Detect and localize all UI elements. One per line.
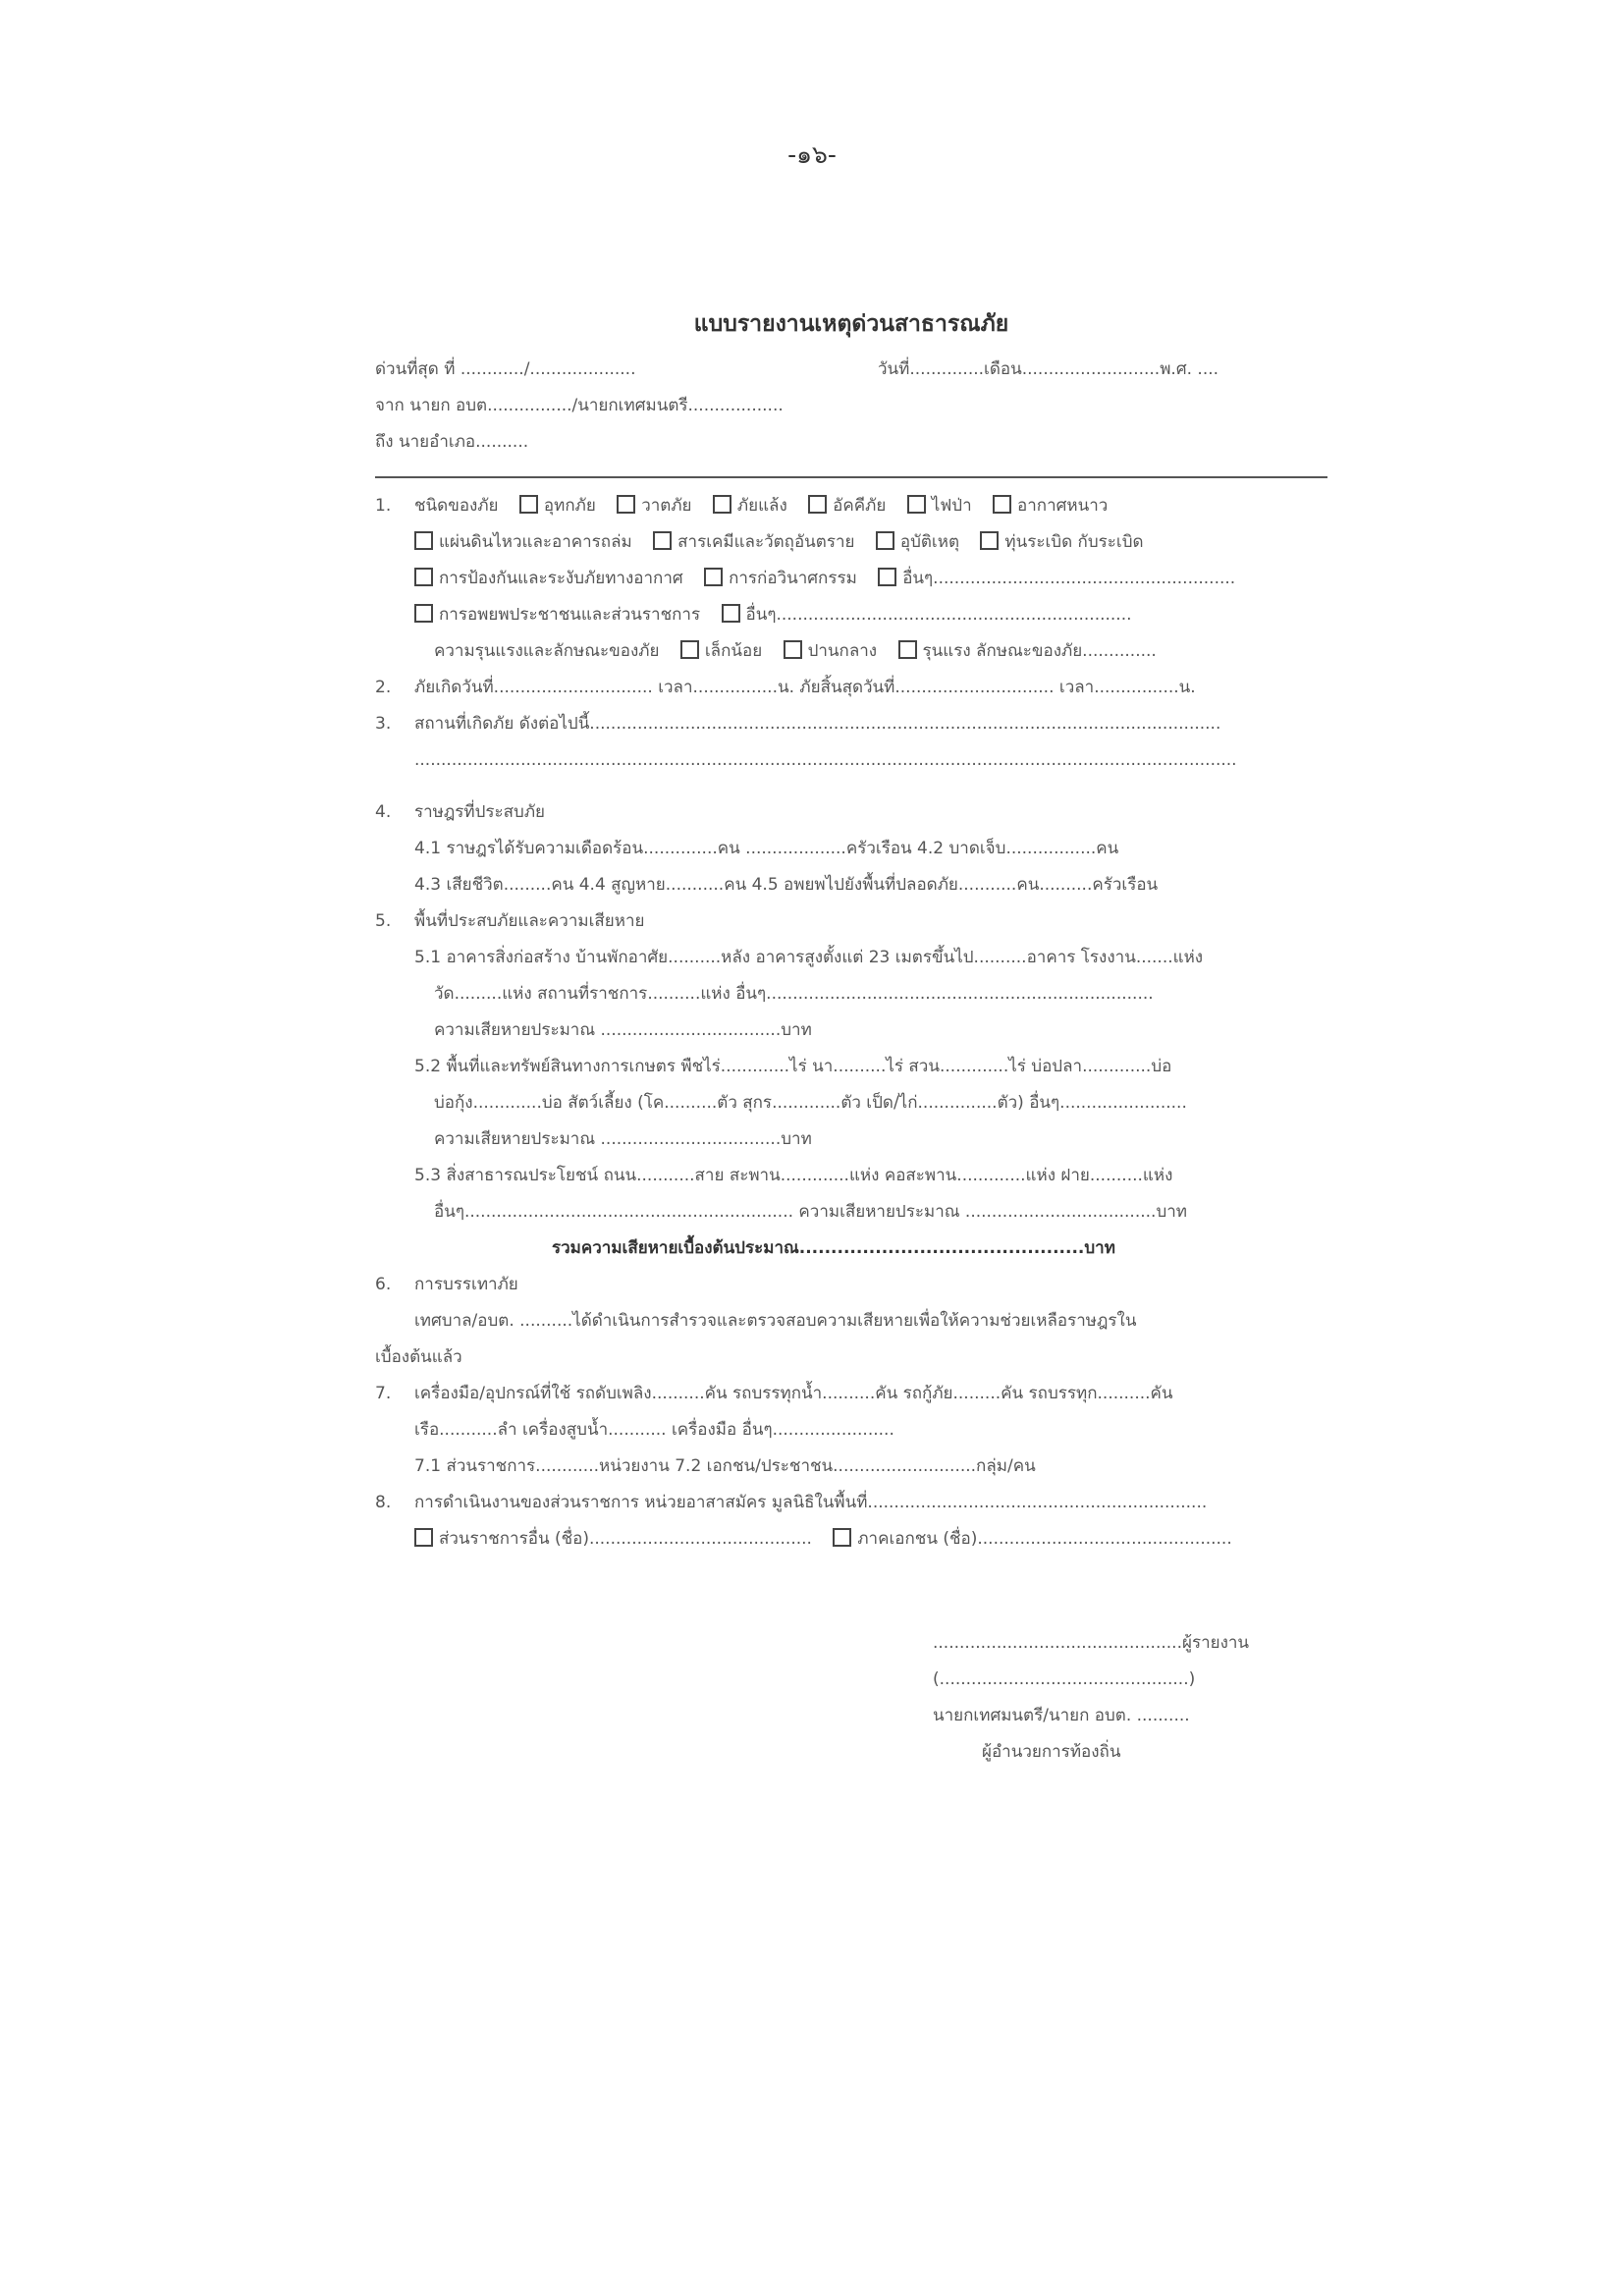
checkbox-drought[interactable]: ภัยแล้ง (713, 488, 787, 524)
checkbox-chemical[interactable]: สารเคมีและวัตถุอันตราย (653, 524, 854, 561)
checkbox-other-2[interactable]: อื่นๆ................................................................... (722, 597, 1132, 633)
section-8: 8. การดำเนินงานของส่วนราชการ หน่วยอาสาสมัคร มูลนิธิในพื้นที่................................................................ (375, 1485, 1327, 1521)
section-5-line-3 (375, 1012, 1327, 1049)
section-5-line-6 (375, 1121, 1327, 1158)
header-row-from (375, 388, 1327, 424)
checkbox-forest-fire[interactable]: ไฟป่า (907, 488, 972, 524)
checkbox-icon[interactable] (907, 495, 926, 514)
checkbox-severe[interactable]: รุนแรง ลักษณะของภัย.............. (898, 633, 1157, 670)
form-title: แบบรายงานเหตุด่วนสาธารณภัย (693, 311, 1009, 337)
total-damage-field[interactable]: รวมความเสียหายเบื้องต้นประมาณ.............................................บาท (552, 1238, 1115, 1258)
affected-line-2[interactable]: 4.3 เสียชีวิต.........คน 4.4 สูญหาย...........คน 4.5 อพยพไปยังพื้นที่ปลอดภัย...........คน..........ครัวเรือน (414, 875, 1159, 895)
checkbox-icon[interactable] (784, 640, 802, 659)
checkbox-icon[interactable] (833, 1528, 851, 1547)
reporter-name[interactable]: (...............................................) (933, 1669, 1196, 1689)
checkbox-moderate[interactable]: ปานกลาง (784, 633, 878, 670)
checkbox-flood[interactable]: อุทกภัย (519, 488, 596, 524)
checkbox-icon[interactable] (414, 568, 433, 586)
checkbox-icon[interactable] (876, 531, 894, 550)
checkbox-earthquake[interactable]: แผ่นดินไหวและอาคารถล่ม (414, 524, 632, 561)
section-4-line-1 (375, 831, 1327, 867)
section-3-cont (375, 742, 1327, 779)
relief-line-cont: เบื้องต้นแล้ว (375, 1347, 462, 1367)
checkbox-evacuation[interactable]: การอพยพประชาชนและส่วนราชการ (414, 597, 700, 633)
section-7-line-2 (375, 1412, 1327, 1449)
section-7-line-3 (375, 1449, 1327, 1485)
section-5-line-7 (375, 1158, 1327, 1194)
checkbox-icon[interactable] (617, 495, 635, 514)
checkbox-icon[interactable] (653, 531, 672, 550)
section-5-line-4 (375, 1049, 1327, 1085)
header-divider (375, 476, 1327, 478)
checkbox-private-sector[interactable]: ภาคเอกชน (ชื่อ)................................................ (833, 1521, 1231, 1558)
section-4-line-2 (375, 867, 1327, 903)
checkbox-icon[interactable] (898, 640, 917, 659)
checkbox-air-defense[interactable]: การป้องกันและระงับภัยทางอากาศ (414, 561, 683, 597)
disaster-datetime-field[interactable]: ภัยเกิดวันที่.............................. เวลา................น. ภัยสิ้นสุดวันที่.............................. เวลา................น. (414, 678, 1196, 697)
checkbox-icon[interactable] (414, 604, 433, 623)
buildings-line-cont[interactable]: วัด.........แห่ง สถานที่ราชการ..........แห่ง อื่นๆ......................................................................... (434, 984, 1154, 1004)
location-field-cont[interactable]: ........................................................................................................................................................... (414, 750, 1237, 770)
checkbox-icon[interactable] (993, 495, 1011, 514)
relief-label: การบรรเทาภัย (414, 1275, 518, 1294)
buildings-line[interactable]: 5.1 อาคารสิ่งก่อสร้าง บ้านพักอาศัย..........หลัง อาคารสูงตั้งแต่ 23 เมตรขึ้นไป..........อาคาร โรงงาน.......แห่ง (414, 948, 1204, 967)
checkbox-icon[interactable] (878, 568, 896, 586)
section-1-row-2 (375, 524, 1327, 561)
section-7: 7. เครื่องมือ/อุปกรณ์ที่ใช้ รถดับเพลิง..........คัน รถบรรทุกน้ำ..........คัน รถกู้ภัย.........คัน รถบรรทุก..........คัน (375, 1376, 1327, 1412)
section-1-row-4 (375, 597, 1327, 633)
agriculture-line[interactable]: 5.2 พื้นที่และทรัพย์สินทางการเกษตร พืชไร่.............ไร่ นา..........ไร่ สวน.............ไร่ บ่อปลา.............บ่อ (414, 1057, 1172, 1076)
checkbox-icon[interactable] (519, 495, 538, 514)
checkbox-icon[interactable] (704, 568, 723, 586)
reporter-position[interactable]: นายกเทศมนตรี/นายก อบต. .......... (933, 1706, 1190, 1725)
equipment-line-cont[interactable]: เรือ...........ลำ เครื่องสูบน้ำ........... เครื่องมือ อื่นๆ....................... (414, 1420, 894, 1440)
checkbox-fire[interactable]: อัคคีภัย (808, 488, 886, 524)
section-6-line-1 (375, 1303, 1327, 1339)
checkbox-other-agency[interactable]: ส่วนราชการอื่น (ชื่อ).......................................... (414, 1521, 812, 1558)
section-1-severity (375, 633, 1327, 670)
checkbox-cold[interactable]: อากาศหนาว (993, 488, 1108, 524)
section-1-row-1 (375, 488, 1327, 524)
agriculture-damage[interactable]: ความเสียหายประมาณ ..................................บาท (434, 1129, 812, 1149)
severity-label: ความรุนแรงและลักษณะของภัย (434, 641, 660, 661)
signature-block (933, 1625, 1306, 1771)
disaster-type-label: ชนิดของภัย (414, 496, 499, 516)
section-6-line-2 (375, 1339, 1327, 1376)
agriculture-line-cont[interactable]: บ่อกุ้ง.............บ่อ สัตว์เลี้ยง (โค..........ตัว สุกร.............ตัว เป็ด/ไก่...............ตัว) อื่นๆ........................ (434, 1093, 1187, 1113)
location-field[interactable]: สถานที่เกิดภัย ดังต่อไปนี้....................................................................................................................... (414, 714, 1221, 734)
public-utility-line-cont[interactable]: อื่นๆ.............................................................. ความเสียหายประมาณ ....................................บาท (434, 1202, 1187, 1222)
checkbox-icon[interactable] (414, 531, 433, 550)
public-utility-line[interactable]: 5.3 สิ่งสาธารณประโยชน์ ถนน...........สาย สะพาน.............แห่ง คอสะพาน.............แห่ง ฝาย..........แห่ง (414, 1166, 1173, 1185)
section-5-line-5 (375, 1085, 1327, 1121)
header-row-to (375, 424, 1327, 461)
checkbox-accident[interactable]: อุบัติเหตุ (876, 524, 959, 561)
section-2: 2. ภัยเกิดวันที่.............................. เวลา................น. ภัยสิ้นสุดวันที่.............................. เวลา................น. (375, 670, 1327, 706)
section-8-options (375, 1521, 1327, 1558)
from-field[interactable]: จาก นายก อบต................/นายกเทศมนตรี.................. (375, 396, 784, 415)
section-5: 5. พื้นที่ประสบภัยและความเสียหาย (375, 903, 1327, 940)
relief-line[interactable]: เทศบาล/อบต. ..........ได้ดำเนินการสำรวจและตรวจสอบความเสียหายเพื่อให้ความช่วยเหลือราษฎรใน (414, 1311, 1137, 1331)
agencies-line[interactable]: 7.1 ส่วนราชการ............หน่วยงาน 7.2 เอกชน/ประชาชน...........................กลุ่ม/คน (414, 1456, 1036, 1476)
date-field[interactable]: วันที่..............เดือน..........................พ.ศ. .... (878, 359, 1219, 379)
section-3: 3. สถานที่เกิดภัย ดังต่อไปนี้....................................................................................................................... (375, 706, 1327, 742)
section-5-line-8 (375, 1194, 1327, 1230)
checkbox-icon[interactable] (722, 604, 740, 623)
checkbox-storm[interactable]: วาตภัย (617, 488, 691, 524)
urgent-number-field[interactable]: ด่วนที่สุด ที่ ............/.................... (375, 359, 636, 379)
total-damage (375, 1230, 1327, 1267)
checkbox-icon[interactable] (980, 531, 999, 550)
affected-line-1[interactable]: 4.1 ราษฎรได้รับความเดือดร้อน..............คน ...................ครัวเรือน 4.2 บาดเจ็บ.................คน (414, 839, 1119, 858)
checkbox-landmine[interactable]: ทุ่นระเบิด กับระเบิด (980, 524, 1143, 561)
page-number: -๑๖- (787, 140, 837, 169)
operations-line[interactable]: การดำเนินงานของส่วนราชการ หน่วยอาสาสมัคร มูลนิธิในพื้นที่................................................................ (414, 1493, 1208, 1512)
checkbox-icon[interactable] (414, 1528, 433, 1547)
header-row-urgent (375, 352, 1327, 388)
reporter-role: ผู้อำนวยการท้องถิ่น (982, 1742, 1121, 1762)
buildings-damage[interactable]: ความเสียหายประมาณ ..................................บาท (434, 1020, 812, 1040)
section-1-row-3 (375, 561, 1327, 597)
section-4: 4. ราษฎรที่ประสบภัย (375, 794, 1327, 831)
affected-people-label: ราษฎรที่ประสบภัย (414, 802, 546, 822)
damage-area-label: พื้นที่ประสบภัยและความเสียหาย (414, 911, 645, 931)
section-5-line-2 (375, 976, 1327, 1012)
checkbox-other-1[interactable]: อื่นๆ......................................................... (878, 561, 1235, 597)
section-5-line-1 (375, 940, 1327, 976)
checkbox-icon[interactable] (713, 495, 731, 514)
checkbox-sabotage[interactable]: การก่อวินาศกรรม (704, 561, 857, 597)
section-6: 6. การบรรเทาภัย (375, 1267, 1327, 1303)
disaster-report-form (375, 306, 1327, 1558)
checkbox-icon[interactable] (680, 640, 699, 659)
section-number: 1. (375, 496, 392, 516)
reporter-signature[interactable]: ...............................................ผู้รายงาน (933, 1633, 1250, 1653)
equipment-line[interactable]: เครื่องมือ/อุปกรณ์ที่ใช้ รถดับเพลิง..........คัน รถบรรทุกน้ำ..........คัน รถกู้ภัย.........คัน รถบรรทุก..........คัน (414, 1384, 1173, 1403)
checkbox-minor[interactable]: เล็กน้อย (680, 633, 762, 670)
to-field[interactable]: ถึง นายอำเภอ.......... (375, 432, 529, 452)
checkbox-icon[interactable] (808, 495, 827, 514)
